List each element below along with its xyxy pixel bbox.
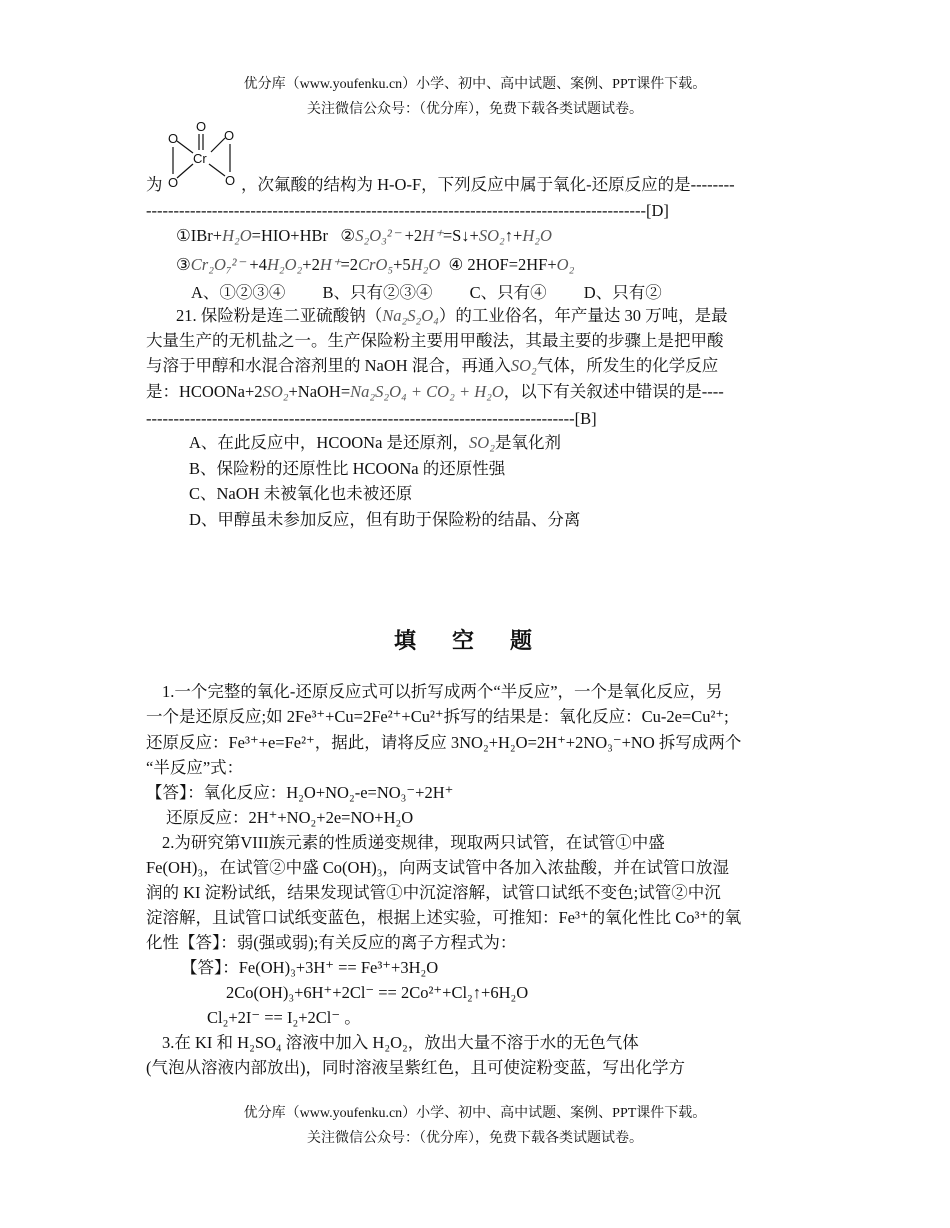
chromium-atom: Cr <box>193 151 207 166</box>
fill2-line-5: 化性【答】：弱(强或弱);有关反应的离子方程式为： <box>146 933 517 952</box>
fill1-answer-reduction: 还原反应：2H⁺+NO₂+2e=NO+H₂O <box>166 808 414 827</box>
fill2-line-1: 2.为研究第VIII族元素的性质递变规律，现取两只试管，在试管①中盛 <box>162 833 665 852</box>
q21-option-c: C、NaOH 未被氧化也未被还原 <box>189 484 413 503</box>
fill2-line-4: 淀溶解，且试管口试纸变蓝色，根据上述实验，可推知：Fe³⁺的氧化性比 Co³⁺的氧 <box>146 908 742 927</box>
q21-line-2: 大量生产的无机盐之一。生产保险粉主要用甲酸法，其最主要的步骤上是把甲酸 <box>146 331 724 350</box>
oxygen-atom-lower-left: O <box>168 175 179 190</box>
fill1-line-4: “半反应”式： <box>146 758 244 777</box>
fill2-line-2: Fe(OH)₃，在试管②中盛 Co(OH)₃，向两支试管中各加入浓盐酸，并在试管口放湿 <box>146 858 730 877</box>
q20-options: A、①②③④ B、只有②③④ C、只有④ D、只有② <box>191 283 662 302</box>
q21-option-b: B、保险粉的还原性比 HCOONa 的还原性强 <box>189 459 506 478</box>
oxygen-atom-upper-left: O <box>168 131 179 146</box>
q20-reactions-3-4: ③Cr₂O₇²⁻ +4H₂O₂+2H⁺=2CrO₅+5H₂O ④ 2HOF=2HF+O₂ <box>176 255 575 274</box>
fill3-line-1: 3.在 KI 和 H₂SO₄ 溶液中加入 H₂O₂，放出大量不溶于水的无色气体 <box>162 1033 639 1052</box>
q21-answer-line: ------------------------------------------------------------------------------[B] <box>146 409 597 428</box>
fill1-line-2: 一个是还原反应;如 2Fe³⁺+Cu=2Fe²⁺+Cu²⁺拆写的结果是：氧化反应：Cu-2e=Cu²⁺; <box>146 707 729 726</box>
fill1-line-1: 1.一个完整的氧化-还原反应式可以折写成两个“半反应”，一个是氧化反应，另 <box>162 682 723 701</box>
header-line-1: 优分库（www.youfenku.cn）小学、初中、高中试题、案例、PPT课件下载。 <box>243 77 707 92</box>
q21-option-a: A、在此反应中，HCOONa 是还原剂，SO₂是氧化剂 <box>189 433 561 452</box>
fill2-line-3: 润的 KI 淀粉试纸，结果发现试管①中沉淀溶解，试管口试纸不变色;试管②中沉 <box>146 883 721 902</box>
fill2-answer-3: Cl₂+2I⁻ == I₂+2Cl⁻ 。 <box>207 1008 361 1027</box>
q20-reactions-1-2: ①IBr+H₂O=HIO+HBr ②S₂O₃²⁻ +2H⁺=S↓+SO₂↑+H₂O <box>176 226 552 245</box>
q20-answer-line: -------------------------------------------------------------------------------------------[D] <box>146 201 669 220</box>
fill2-answer-1: 【答】：Fe(OH)₃+3H⁺ == Fe³⁺+3H₂O <box>181 958 439 977</box>
q21-line-4: 是：HCOONa+2SO₂+NaOH=Na₂S₂O₄ + CO₂ + H₂O，以下有关叙述中错误的是---- <box>146 382 724 401</box>
oxygen-atom-upper-right: O <box>224 128 235 143</box>
oxygen-atom-top: O <box>196 119 207 134</box>
footer-line-1: 优分库（www.youfenku.cn）小学、初中、高中试题、案例、PPT课件下载。 <box>243 1106 707 1121</box>
oxygen-atom-lower-right: O <box>225 173 236 188</box>
q20-intro: ，次氟酸的结构为 H-O-F，下列反应中属于氧化-还原反应的是-------- <box>241 175 735 194</box>
q20-intro-prefix: 为 <box>146 175 163 194</box>
fill1-line-3: 还原反应：Fe³⁺+e=Fe²⁺，据此，请将反应 3NO₂+H₂O=2H⁺+2NO₃⁻+NO 拆写成两个 <box>146 733 742 752</box>
fill3-line-2: (气泡从溶液内部放出)，同时溶液呈紫红色，且可使淀粉变蓝，写出化学方 <box>146 1058 685 1077</box>
footer-line-2: 关注微信公众号：（优分库），免费下载各类试题试卷。 <box>307 1131 643 1146</box>
q21-line-1: 21. 保险粉是连二亚硫酸钠（Na₂S₂O₄）的工业俗名，年产量达 30 万吨，是最 <box>176 306 728 325</box>
fill1-answer-oxidation: 【答】：氧化反应：H₂O+NO₂-e=NO₃⁻+2H⁺ <box>146 783 454 802</box>
q21-line-3: 与溶于甲醇和水混合溶剂里的 NaOH 混合，再通入SO₂气体，所发生的化学反应 <box>146 356 719 375</box>
header-line-2: 关注微信公众号：（优分库），免费下载各类试题试卷。 <box>307 102 643 117</box>
fill2-answer-2: 2Co(OH)₃+6H⁺+2Cl⁻ == 2Co²⁺+Cl₂↑+6H₂O <box>226 983 529 1002</box>
q21-option-d: D、甲醇虽未参加反应，但有助于保险粉的结晶、分离 <box>189 510 581 529</box>
section-title: 填空题 <box>394 628 569 653</box>
cro5-structure-figure <box>163 116 245 192</box>
